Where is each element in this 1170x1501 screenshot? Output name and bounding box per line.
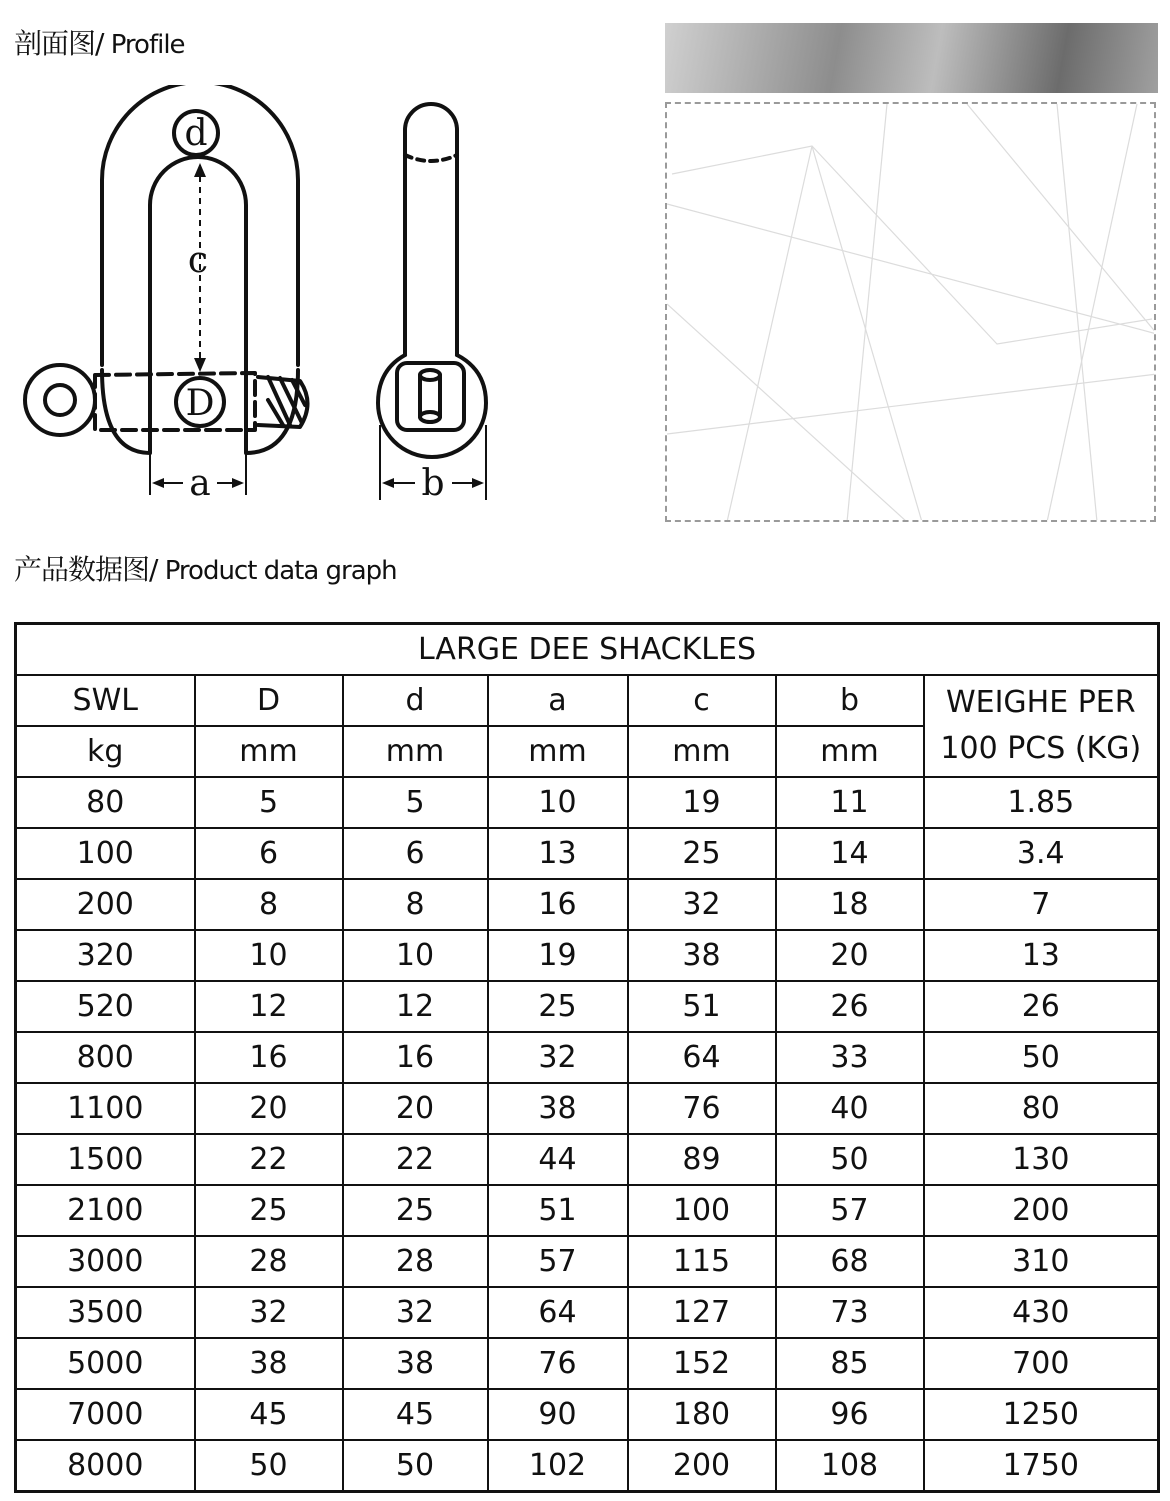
table-cell: 25	[343, 1185, 488, 1236]
unit-a: mm	[488, 726, 628, 777]
table-cell: 200	[16, 879, 195, 930]
label-b: b	[421, 463, 445, 504]
table-cell: 520	[16, 981, 195, 1032]
data-heading	[14, 548, 397, 588]
table-cell: 73	[776, 1287, 924, 1338]
header-d: d	[343, 675, 488, 726]
table-cell: 7	[924, 879, 1159, 930]
table-cell: 22	[195, 1134, 343, 1185]
table-cell: 57	[488, 1236, 628, 1287]
decorative-lines	[667, 104, 1156, 522]
table-cell: 44	[488, 1134, 628, 1185]
table-cell: 19	[488, 930, 628, 981]
table-cell: 102	[488, 1440, 628, 1492]
table-cell: 96	[776, 1389, 924, 1440]
table-cell: 32	[488, 1032, 628, 1083]
table-cell: 76	[488, 1338, 628, 1389]
table-cell: 1750	[924, 1440, 1159, 1492]
header-swl: SWL	[16, 675, 195, 726]
label-a: a	[189, 463, 211, 504]
label-c: c	[187, 240, 209, 281]
table-cell: 12	[195, 981, 343, 1032]
table-cell: 2100	[16, 1185, 195, 1236]
table-caption: LARGE DEE SHACKLES	[16, 624, 1159, 676]
table-cell: 1.85	[924, 777, 1159, 828]
table-cell: 80	[924, 1083, 1159, 1134]
table-cell: 11	[776, 777, 924, 828]
table-cell: 20	[776, 930, 924, 981]
table-cell: 130	[924, 1134, 1159, 1185]
profile-heading	[14, 22, 185, 62]
label-D: D	[185, 383, 215, 424]
table-cell: 12	[343, 981, 488, 1032]
table-cell: 51	[488, 1185, 628, 1236]
unit-swl: kg	[16, 726, 195, 777]
header-c: c	[628, 675, 776, 726]
table-cell: 45	[343, 1389, 488, 1440]
table-cell: 10	[343, 930, 488, 981]
label-d: d	[184, 113, 208, 154]
table-cell: 51	[628, 981, 776, 1032]
table-cell: 38	[488, 1083, 628, 1134]
unit-b: mm	[776, 726, 924, 777]
table-cell: 89	[628, 1134, 776, 1185]
table-cell: 25	[488, 981, 628, 1032]
table-cell: 57	[776, 1185, 924, 1236]
unit-d: mm	[343, 726, 488, 777]
table-cell: 1500	[16, 1134, 195, 1185]
table-cell: 64	[628, 1032, 776, 1083]
table-cell: 700	[924, 1338, 1159, 1389]
shackle-spec-table	[14, 622, 1160, 1493]
table-cell: 40	[776, 1083, 924, 1134]
table-cell: 5	[343, 777, 488, 828]
table-cell: 28	[343, 1236, 488, 1287]
shackle-profile-diagram	[0, 85, 660, 515]
table-cell: 3500	[16, 1287, 195, 1338]
table-caption-row	[16, 624, 1159, 676]
table-cell: 50	[343, 1440, 488, 1492]
table-cell: 80	[16, 777, 195, 828]
table-cell: 200	[924, 1185, 1159, 1236]
table-cell: 76	[628, 1083, 776, 1134]
product-photo-placeholder	[665, 102, 1156, 522]
table-cell: 45	[195, 1389, 343, 1440]
table-cell: 38	[195, 1338, 343, 1389]
table-cell: 50	[195, 1440, 343, 1492]
table-row	[16, 879, 1159, 930]
table-cell: 32	[195, 1287, 343, 1338]
table-cell: 108	[776, 1440, 924, 1492]
table-cell: 32	[628, 879, 776, 930]
table-cell: 180	[628, 1389, 776, 1440]
table-cell: 10	[488, 777, 628, 828]
table-cell: 5000	[16, 1338, 195, 1389]
profile-heading-cn: 剖面图/	[14, 27, 104, 60]
table-cell: 85	[776, 1338, 924, 1389]
table-cell: 50	[924, 1032, 1159, 1083]
table-row	[16, 828, 1159, 879]
table-cell: 115	[628, 1236, 776, 1287]
table-cell: 68	[776, 1236, 924, 1287]
table-cell: 13	[924, 930, 1159, 981]
table-cell: 10	[195, 930, 343, 981]
header-weight	[924, 675, 1159, 777]
table-row	[16, 1236, 1159, 1287]
table-cell: 3.4	[924, 828, 1159, 879]
table-row	[16, 1389, 1159, 1440]
table-cell: 16	[488, 879, 628, 930]
table-cell: 50	[776, 1134, 924, 1185]
table-cell: 14	[776, 828, 924, 879]
header-weight-line-2: 100 PCS (KG)	[940, 731, 1142, 766]
table-cell: 26	[776, 981, 924, 1032]
table-cell: 32	[343, 1287, 488, 1338]
table-cell: 16	[195, 1032, 343, 1083]
unit-D: mm	[195, 726, 343, 777]
profile-heading-en: Profile	[103, 30, 185, 60]
table-row	[16, 1083, 1159, 1134]
table-row	[16, 981, 1159, 1032]
table-row	[16, 1134, 1159, 1185]
table-cell: 3000	[16, 1236, 195, 1287]
table-cell: 800	[16, 1032, 195, 1083]
table-row	[16, 1032, 1159, 1083]
table-cell: 64	[488, 1287, 628, 1338]
table-row	[16, 777, 1159, 828]
unit-c: mm	[628, 726, 776, 777]
table-cell: 430	[924, 1287, 1159, 1338]
table-cell: 90	[488, 1389, 628, 1440]
table-cell: 320	[16, 930, 195, 981]
table-cell: 5	[195, 777, 343, 828]
table-row	[16, 1338, 1159, 1389]
table-cell: 28	[195, 1236, 343, 1287]
table-cell: 1250	[924, 1389, 1159, 1440]
table-cell: 20	[195, 1083, 343, 1134]
table-cell: 38	[628, 930, 776, 981]
table-cell: 100	[16, 828, 195, 879]
table-header-row	[16, 675, 1159, 726]
table-cell: 13	[488, 828, 628, 879]
table-cell: 7000	[16, 1389, 195, 1440]
table-row	[16, 930, 1159, 981]
table-row	[16, 1440, 1159, 1492]
table-cell: 6	[343, 828, 488, 879]
table-cell: 6	[195, 828, 343, 879]
table-cell: 25	[628, 828, 776, 879]
table-cell: 25	[195, 1185, 343, 1236]
table-cell: 127	[628, 1287, 776, 1338]
table-cell: 1100	[16, 1083, 195, 1134]
table-cell: 310	[924, 1236, 1159, 1287]
table-cell: 152	[628, 1338, 776, 1389]
table-cell: 22	[343, 1134, 488, 1185]
table-cell: 16	[343, 1032, 488, 1083]
table-row	[16, 1287, 1159, 1338]
table-cell: 20	[343, 1083, 488, 1134]
table-cell: 200	[628, 1440, 776, 1492]
table-cell: 100	[628, 1185, 776, 1236]
table-cell: 33	[776, 1032, 924, 1083]
data-heading-en: Product data graph	[157, 556, 397, 586]
decorative-banner	[665, 23, 1158, 93]
header-D: D	[195, 675, 343, 726]
table-cell: 18	[776, 879, 924, 930]
table-cell: 26	[924, 981, 1159, 1032]
table-cell: 8	[343, 879, 488, 930]
header-weight-line-1: WEIGHE PER	[945, 684, 1136, 720]
table-cell: 8000	[16, 1440, 195, 1492]
table-row	[16, 1185, 1159, 1236]
data-heading-cn: 产品数据图/	[14, 553, 158, 586]
table-cell: 8	[195, 879, 343, 930]
table-cell: 19	[628, 777, 776, 828]
header-a: a	[488, 675, 628, 726]
header-b: b	[776, 675, 924, 726]
table-cell: 38	[343, 1338, 488, 1389]
